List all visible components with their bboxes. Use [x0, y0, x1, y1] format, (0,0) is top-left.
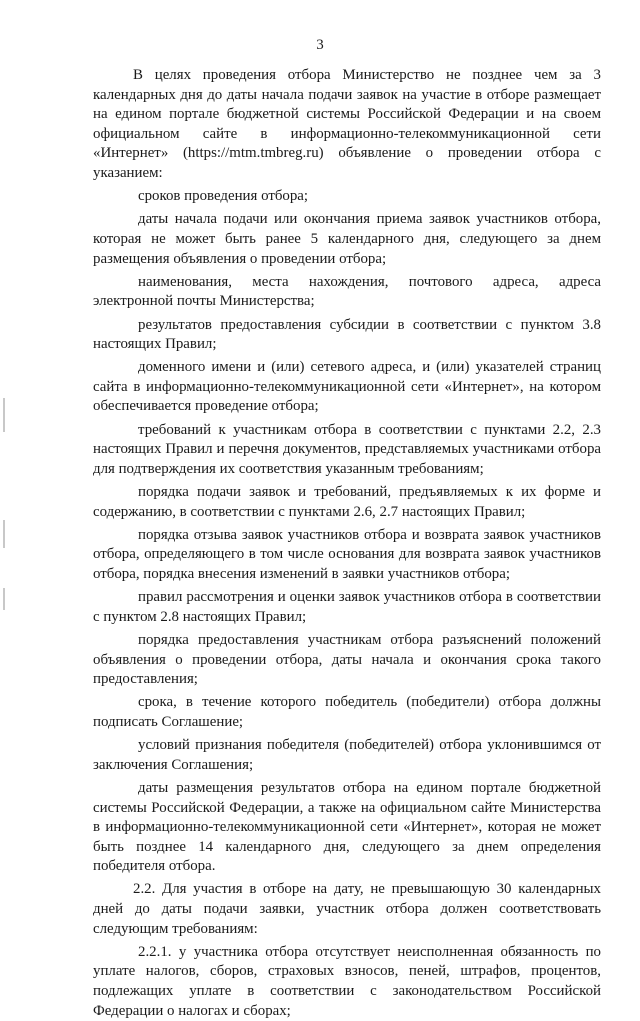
list-item-participant-requirements: требований к участникам отбора в соответствии с пунктами 2.2, 2.3 настоящих Правил и перечня документов, представляемых участниками отбора для подтверждения их соответствия указанным требованиям;	[93, 421, 601, 477]
page-number: 3	[316, 37, 324, 53]
paragraph-section-2-2-1: 2.2.1. у участника отбора отсутствует неисполненная обязанность по уплате налогов, сборов, страховых взносов, пеней, штрафов, процентов, подлежащих уплате в соответствии с законодательством Российской Федерации о налогах и сборах;	[93, 943, 601, 1019]
list-item-signing-deadline: срока, в течение которого победитель (победители) отбора должны подписать Соглашение;	[93, 694, 601, 730]
list-item-clarifications: порядка предоставления участникам отбора разъяснений положений объявления о проведении отбора, даты начала и окончания срока такого предоставления;	[93, 631, 601, 688]
scan-margin-mark	[3, 520, 5, 548]
list-item-selection-period: сроков проведения отбора;	[138, 188, 309, 205]
paragraph-announcement-intro: В целях проведения отбора Министерство не позднее чем за 3 календарных дня до даты начала подачи заявок на участие в отборе размещает на едином портале бюджетной системы Российской Федерации и на своем официальном сайте в информационно-телекоммуникационной сети «Интернет» (https://mtm.tmbreg.ru) объявление о проведении отбора с указанием:	[93, 67, 601, 181]
scan-margin-mark	[3, 398, 5, 432]
list-item-subsidy-results: результатов предоставления субсидии в соответствии с пунктом 3.8 настоящих Правил;	[93, 316, 601, 353]
document-body	[93, 66, 601, 1021]
list-item-application-dates: даты начала подачи или окончания приема заявок участников отбора, которая не может быть ранее 5 календарного дня, следующего за днем размещения объявления о проведении отбора;	[93, 211, 601, 267]
list-item-withdrawal-procedure: порядка отзыва заявок участников отбора и возврата заявок участников отбора, определяющего в том числе основания для возврата заявок участников отбора, порядка внесения изменений в заявки участников отбора;	[93, 526, 601, 582]
list-item-evasion-conditions: условий признания победителя (победителей) отбора уклонившимся от заключения Соглашения;	[93, 737, 601, 773]
scan-margin-mark	[3, 588, 5, 610]
list-item-application-procedure: порядка подачи заявок и требований, предъявляемых к их форме и содержанию, в соответствии с пунктами 2.6, 2.7 настоящих Правил;	[93, 484, 601, 520]
list-item-domain-name: доменного имени и (или) сетевого адреса, и (или) указателей страниц сайта в информационно-телекоммуникационной сети «Интернет», на котором обеспечивается проведение отбора;	[93, 359, 601, 415]
paragraph-section-2-2: 2.2. Для участия в отборе на дату, не превышающую 30 календарных дней до даты подачи заявки, участник отбора должен соответствовать следующим требованиям:	[93, 881, 601, 937]
list-item-evaluation-rules: правил рассмотрения и оценки заявок участников отбора в соответствии с пунктом 2.8 настоящих Правил;	[93, 589, 601, 625]
list-item-results-publication: даты размещения результатов отбора на едином портале бюджетной системы Российской Федерации, а также на официальном сайте Министерства в информационно-телекоммуникационной сети «Интернет», которая не может быть позднее 14 календарного дня, следующего за днем определения победителя отбора.	[93, 779, 601, 875]
list-item-ministry-contacts: наименования, места нахождения, почтового адреса, адреса электронной почты Министерства;	[93, 273, 601, 310]
